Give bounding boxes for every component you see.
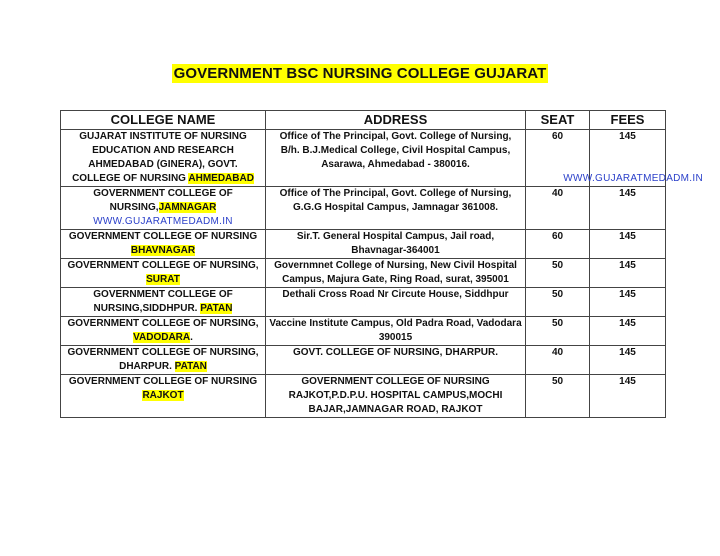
city-highlight: RAJKOT [142, 390, 184, 401]
address-text: Office of The Principal, Govt. College of Nursing, B/h. B.J.Medical College, Civil Hospital Campus, Asarawa, Ahmedabad - 380016. [279, 131, 512, 170]
city-highlight: BHAVNAGAR [130, 245, 196, 256]
fees-cell: 145 [590, 375, 666, 418]
table-row [61, 130, 666, 187]
fees-cell: 145 [590, 130, 666, 187]
college-name: GOVERNMENT COLLEGE OF NURSING, [67, 260, 259, 271]
college-name: GOVERNMENT COLLEGE OF NURSING, [93, 188, 233, 213]
address-cell: Sir.T. General Hospital Campus, Jail road, Bhavnagar-364001 [266, 230, 526, 259]
fees-cell: 145 [590, 230, 666, 259]
watermark-text: WWW.GUJARATMEDADM.IN [563, 173, 703, 184]
city-highlight: SURAT [146, 274, 180, 285]
watermark-text: WWW.GUJARATMEDADM.IN [93, 216, 233, 227]
title-wrap [0, 64, 720, 83]
city-highlight: JAMNAGAR [158, 202, 217, 213]
fees-cell: 145 [590, 317, 666, 346]
table-row [61, 259, 666, 288]
address-cell: Dethali Cross Road Nr Circute House, Siddhpur [266, 288, 526, 317]
table-row [61, 317, 666, 346]
table-row [61, 375, 666, 418]
address-cell: Office of The Principal, Govt. College of Nursing, G.G.G Hospital Campus, Jamnagar 361008. [266, 187, 526, 230]
city-highlight: VADODARA [133, 332, 191, 343]
college-name: GOVERNMENT COLLEGE OF NURSING [68, 376, 258, 387]
seat-cell: 50 [526, 259, 590, 288]
college-name-cell [61, 317, 266, 346]
college-name: GOVERNMENT COLLEGE OF NURSING, DHARPUR. [67, 347, 259, 372]
seat-cell: 50 [526, 317, 590, 346]
college-name-cell [61, 259, 266, 288]
table-row [61, 346, 666, 375]
header-row [61, 111, 666, 130]
college-name-cell [61, 130, 266, 187]
table-row [61, 230, 666, 259]
colleges-table [60, 110, 703, 418]
college-name-cell [61, 346, 266, 375]
address-cell: Governmnet College of Nursing, New Civil Hospital Campus, Majura Gate, Ring Road, surat, 395001 [266, 259, 526, 288]
header-fees: FEES [590, 111, 666, 130]
address-cell: Vaccine Institute Campus, Old Padra Road, Vadodara 390015 [266, 317, 526, 346]
college-name: GOVERNMENT COLLEGE OF NURSING, [67, 318, 259, 329]
table-row [61, 288, 666, 317]
seat-cell: 50 [526, 288, 590, 317]
header-address: ADDRESS [266, 111, 526, 130]
fees-cell: 145 [590, 187, 666, 230]
fees-cell: 145 [590, 288, 666, 317]
header-college-name: COLLEGE NAME [61, 111, 266, 130]
fees-cell: 145 [590, 259, 666, 288]
table-row [61, 187, 666, 230]
college-name: GUJARAT INSTITUTE OF NURSING EDUCATION AND RESEARCH AHMEDABAD (GINERA), GOVT. COLLEGE OF NURSING [72, 131, 247, 184]
college-name-suffix: . [190, 332, 193, 343]
seat-cell: 50 [526, 375, 590, 418]
city-highlight: PATAN [200, 303, 233, 314]
address-cell: GOVERNMENT COLLEGE OF NURSING RAJKOT,P.D.P.U. HOSPITAL CAMPUS,MOCHI BAJAR,JAMNAGAR ROAD, RAJKOT [266, 375, 526, 418]
seat-cell: 40 [526, 346, 590, 375]
city-highlight: PATAN [174, 361, 207, 372]
seat-cell: 40 [526, 187, 590, 230]
college-name-cell [61, 187, 266, 230]
city-highlight: AHMEDABAD [188, 173, 254, 184]
college-name-cell [61, 230, 266, 259]
address-cell: GOVT. COLLEGE OF NURSING, DHARPUR. [266, 346, 526, 375]
fees-cell: 145 [590, 346, 666, 375]
college-name-cell [61, 375, 266, 418]
college-name: GOVERNMENT COLLEGE OF NURSING,SIDDHPUR. [93, 289, 233, 314]
seat-cell: 60 [526, 230, 590, 259]
page-title: GOVERNMENT BSC NURSING COLLEGE GUJARAT [173, 65, 547, 82]
college-name: GOVERNMENT COLLEGE OF NURSING [68, 231, 258, 242]
seat-cell: 60 [526, 130, 590, 187]
college-name-cell [61, 288, 266, 317]
header-seat: SEAT [526, 111, 590, 130]
